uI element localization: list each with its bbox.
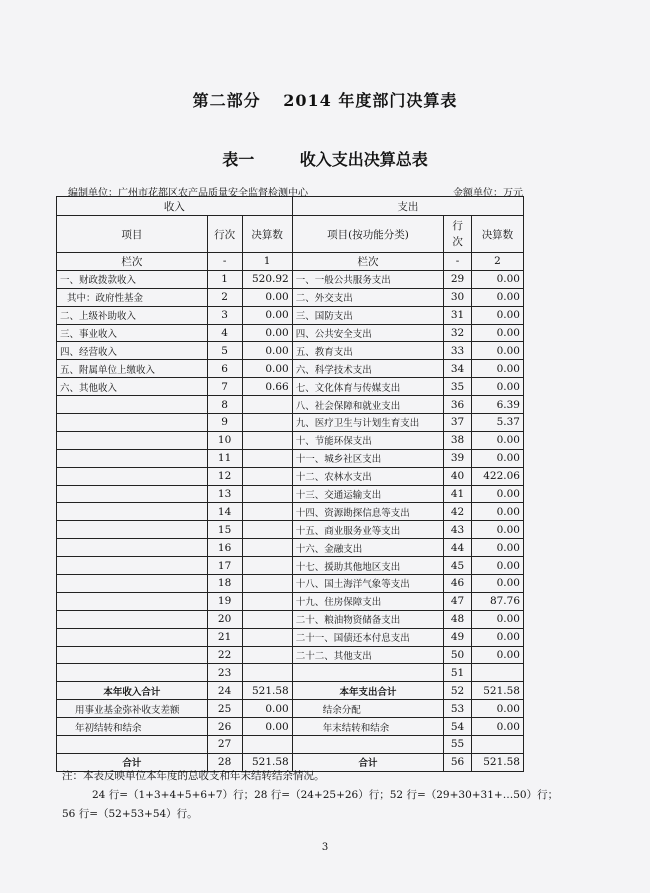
income-item [57, 503, 208, 521]
expense-row-number: 41 [444, 485, 472, 503]
expense-amount-header: 决算数 [471, 216, 523, 253]
note-line-3: 56 行=（52+53+54）行。 [62, 808, 198, 820]
income-row-number: 16 [207, 539, 242, 557]
income-item: 本年收入合计 [57, 682, 208, 700]
income-item [57, 664, 208, 682]
section-header-row [57, 197, 524, 216]
expense-rowno-header: 行次 [444, 216, 472, 253]
table-row [57, 396, 524, 414]
income-item: 合计 [57, 753, 208, 771]
column-header-row [57, 216, 524, 253]
income-row-number: 17 [207, 557, 242, 575]
table-row [57, 467, 524, 485]
table-row [57, 378, 524, 396]
income-item: 其中：政府性基金 [57, 288, 208, 306]
expense-item: 本年支出合计 [292, 682, 444, 700]
table-row [57, 414, 524, 432]
expense-row-number: 54 [444, 718, 472, 736]
expense-amount: 0.00 [471, 557, 523, 575]
expense-item: 九、医疗卫生与计划生育支出 [292, 414, 444, 432]
expense-amount: 5.37 [471, 414, 523, 432]
income-item [57, 485, 208, 503]
expense-amount: 0.00 [471, 628, 523, 646]
income-amount [242, 414, 292, 432]
income-item: 年初结转和结余 [57, 718, 208, 736]
expense-header: 支出 [292, 197, 523, 216]
income-row-number: 14 [207, 503, 242, 521]
income-amount [242, 646, 292, 664]
income-dash: - [207, 253, 242, 271]
note-line-1: 注：本表反映单位本年度的总收支和年末结转结余情况。 [62, 770, 325, 782]
table-row [57, 575, 524, 593]
expense-amount: 87.76 [471, 592, 523, 610]
expense-row-number: 44 [444, 539, 472, 557]
expense-amount: 6.39 [471, 396, 523, 414]
expense-row-number: 46 [444, 575, 472, 593]
income-amount: 0.00 [242, 360, 292, 378]
income-header: 收入 [57, 197, 293, 216]
income-row-number: 19 [207, 592, 242, 610]
income-row-number: 6 [207, 360, 242, 378]
expense-item: 二、外交支出 [292, 288, 444, 306]
income-item [57, 396, 208, 414]
income-amount [242, 592, 292, 610]
income-row-number: 21 [207, 628, 242, 646]
income-amount [242, 628, 292, 646]
income-row-number: 5 [207, 342, 242, 360]
income-row-number: 10 [207, 431, 242, 449]
income-amount [242, 539, 292, 557]
expense-amount: 0.00 [471, 360, 523, 378]
income-item: 三、事业收入 [57, 324, 208, 342]
table-row [57, 306, 524, 324]
income-amount-header: 决算数 [242, 216, 292, 253]
expense-row-number: 45 [444, 557, 472, 575]
income-amount [242, 521, 292, 539]
table-row [57, 521, 524, 539]
income-col-index: 1 [242, 253, 292, 271]
expense-row-number: 38 [444, 431, 472, 449]
expense-item: 十二、农林水支出 [292, 467, 444, 485]
income-row-number: 22 [207, 646, 242, 664]
expense-item: 十九、住房保障支出 [292, 592, 444, 610]
table-row [57, 431, 524, 449]
expense-row-number: 34 [444, 360, 472, 378]
expense-item: 十六、金融支出 [292, 539, 444, 557]
column-index-row [57, 253, 524, 271]
expense-row-number: 30 [444, 288, 472, 306]
table-row [57, 736, 524, 754]
note-line-2: 24 行=（1+3+4+5+6+7）行；28 行=（24+25+26）行；52 行=（29+30+31+…50）行； [92, 789, 559, 801]
income-amount [242, 610, 292, 628]
income-row-number: 9 [207, 414, 242, 432]
income-row-number: 3 [207, 306, 242, 324]
expense-amount: 422.06 [471, 467, 523, 485]
income-row-number: 23 [207, 664, 242, 682]
income-row-number: 28 [207, 753, 242, 771]
expense-item: 一、一般公共服务支出 [292, 270, 444, 288]
income-row-number: 26 [207, 718, 242, 736]
expense-amount: 0.00 [471, 485, 523, 503]
expense-item: 三、国防支出 [292, 306, 444, 324]
expense-row-number: 36 [444, 396, 472, 414]
table-row [57, 360, 524, 378]
income-amount [242, 664, 292, 682]
income-amount: 521.58 [242, 753, 292, 771]
expense-item: 合计 [292, 753, 444, 771]
expense-row-number: 48 [444, 610, 472, 628]
expense-amount: 0.00 [471, 449, 523, 467]
income-item: 二、上级补助收入 [57, 306, 208, 324]
expense-row-number: 55 [444, 736, 472, 754]
expense-row-number: 49 [444, 628, 472, 646]
expense-row-number: 33 [444, 342, 472, 360]
income-item [57, 467, 208, 485]
income-amount [242, 575, 292, 593]
income-row-number: 11 [207, 449, 242, 467]
income-amount: 0.00 [242, 342, 292, 360]
expense-row-number: 31 [444, 306, 472, 324]
expense-amount: 0.00 [471, 575, 523, 593]
expense-item: 年末结转和结余 [292, 718, 444, 736]
income-amount: 520.92 [242, 270, 292, 288]
income-item: 六、其他收入 [57, 378, 208, 396]
income-lanci: 栏次 [57, 253, 208, 271]
income-amount [242, 449, 292, 467]
expense-row-number: 47 [444, 592, 472, 610]
expense-lanci: 栏次 [292, 253, 444, 271]
expense-item: 二十二、其他支出 [292, 646, 444, 664]
table-number: 表一 [222, 150, 255, 169]
income-item: 四、经营收入 [57, 342, 208, 360]
income-item [57, 610, 208, 628]
expense-row-number: 29 [444, 270, 472, 288]
income-amount [242, 736, 292, 754]
expense-item: 十八、国土海洋气象等支出 [292, 575, 444, 593]
expense-amount: 521.58 [471, 682, 523, 700]
expense-item: 六、科学技术支出 [292, 360, 444, 378]
income-item [57, 414, 208, 432]
income-amount: 0.00 [242, 700, 292, 718]
table-row [57, 646, 524, 664]
expense-amount: 0.00 [471, 324, 523, 342]
income-amount [242, 396, 292, 414]
table-row [57, 449, 524, 467]
income-row-number: 27 [207, 736, 242, 754]
table-row [57, 270, 524, 288]
page-number: 3 [321, 842, 329, 853]
table-row [57, 557, 524, 575]
income-item [57, 646, 208, 664]
income-item [57, 449, 208, 467]
expense-row-number: 53 [444, 700, 472, 718]
income-item: 一、财政拨款收入 [57, 270, 208, 288]
expense-amount: 0.00 [471, 718, 523, 736]
income-item [57, 575, 208, 593]
income-row-number: 25 [207, 700, 242, 718]
expense-item: 十四、资源勘探信息等支出 [292, 503, 444, 521]
income-row-number: 20 [207, 610, 242, 628]
expense-row-number: 32 [444, 324, 472, 342]
expense-amount: 0.00 [471, 539, 523, 557]
expense-item: 十一、城乡社区支出 [292, 449, 444, 467]
income-row-number: 2 [207, 288, 242, 306]
income-amount [242, 557, 292, 575]
expense-row-number: 42 [444, 503, 472, 521]
expense-amount: 0.00 [471, 503, 523, 521]
income-amount [242, 485, 292, 503]
expense-amount: 521.58 [471, 753, 523, 771]
expense-item: 二十、粮油物资储备支出 [292, 610, 444, 628]
expense-item: 十七、援助其他地区支出 [292, 557, 444, 575]
table-heading [0, 147, 650, 170]
income-row-number: 24 [207, 682, 242, 700]
income-row-number: 13 [207, 485, 242, 503]
part-label: 第二部分 [192, 91, 261, 110]
expense-item: 四、公共安全支出 [292, 324, 444, 342]
income-row-number: 4 [207, 324, 242, 342]
expense-item: 七、文化体育与传媒支出 [292, 378, 444, 396]
income-rowno-header: 行次 [207, 216, 242, 253]
income-item [57, 736, 208, 754]
income-item: 五、附属单位上缴收入 [57, 360, 208, 378]
expense-row-number: 35 [444, 378, 472, 396]
table-row [57, 700, 524, 718]
expense-amount: 0.00 [471, 700, 523, 718]
part-title: 2014 年度部门决算表 [283, 91, 458, 110]
income-row-number: 7 [207, 378, 242, 396]
expense-item: 八、社会保障和就业支出 [292, 396, 444, 414]
income-item [57, 557, 208, 575]
income-amount: 0.00 [242, 288, 292, 306]
table-row [57, 664, 524, 682]
income-amount: 0.00 [242, 718, 292, 736]
expense-item: 二十一、国债还本付息支出 [292, 628, 444, 646]
expense-row-number: 51 [444, 664, 472, 682]
income-amount [242, 431, 292, 449]
expense-row-number: 43 [444, 521, 472, 539]
expense-item: 五、教育支出 [292, 342, 444, 360]
table-row [57, 610, 524, 628]
income-amount [242, 467, 292, 485]
expense-item-header: 项目(按功能分类) [292, 216, 444, 253]
expense-row-number: 52 [444, 682, 472, 700]
expense-col-index: 2 [471, 253, 523, 271]
income-row-number: 12 [207, 467, 242, 485]
income-item-header: 项目 [57, 216, 208, 253]
income-amount: 0.00 [242, 324, 292, 342]
expense-amount: 0.00 [471, 288, 523, 306]
income-amount: 521.58 [242, 682, 292, 700]
income-expense-table [56, 196, 524, 772]
income-row-number: 1 [207, 270, 242, 288]
expense-amount [471, 664, 523, 682]
currency-unit: 金额单位：万元 [453, 188, 523, 199]
expense-amount: 0.00 [471, 378, 523, 396]
table-row [57, 324, 524, 342]
expense-item: 十三、交通运输支出 [292, 485, 444, 503]
table-row [57, 628, 524, 646]
expense-row-number: 50 [444, 646, 472, 664]
expense-amount: 0.00 [471, 646, 523, 664]
table-row [57, 342, 524, 360]
expense-row-number: 39 [444, 449, 472, 467]
table-row [57, 718, 524, 736]
table-row [57, 288, 524, 306]
expense-row-number: 56 [444, 753, 472, 771]
income-amount [242, 503, 292, 521]
table-row [57, 592, 524, 610]
expense-item: 十五、商业服务业等支出 [292, 521, 444, 539]
income-item [57, 431, 208, 449]
compiling-unit: 编制单位：广州市花都区农产品质量安全监督检测中心 [68, 188, 308, 199]
table-row [57, 539, 524, 557]
table-name: 收入支出决算总表 [299, 150, 428, 169]
income-item [57, 521, 208, 539]
expense-amount: 0.00 [471, 610, 523, 628]
expense-amount: 0.00 [471, 342, 523, 360]
income-row-number: 15 [207, 521, 242, 539]
income-item [57, 592, 208, 610]
expense-row-number: 37 [444, 414, 472, 432]
table-row [57, 485, 524, 503]
expense-amount: 0.00 [471, 306, 523, 324]
table-row [57, 503, 524, 521]
expense-amount: 0.00 [471, 521, 523, 539]
expense-amount: 0.00 [471, 270, 523, 288]
income-item: 用事业基金弥补收支差额 [57, 700, 208, 718]
income-row-number: 8 [207, 396, 242, 414]
expense-item [292, 736, 444, 754]
expense-row-number: 40 [444, 467, 472, 485]
expense-item: 结余分配 [292, 700, 444, 718]
expense-item [292, 664, 444, 682]
income-amount: 0.66 [242, 378, 292, 396]
income-item [57, 539, 208, 557]
expense-item: 十、节能环保支出 [292, 431, 444, 449]
expense-amount [471, 736, 523, 754]
expense-amount: 0.00 [471, 431, 523, 449]
table-row [57, 682, 524, 700]
income-amount: 0.00 [242, 306, 292, 324]
income-row-number: 18 [207, 575, 242, 593]
part-heading [0, 88, 650, 111]
expense-dash: - [444, 253, 472, 271]
income-item [57, 628, 208, 646]
